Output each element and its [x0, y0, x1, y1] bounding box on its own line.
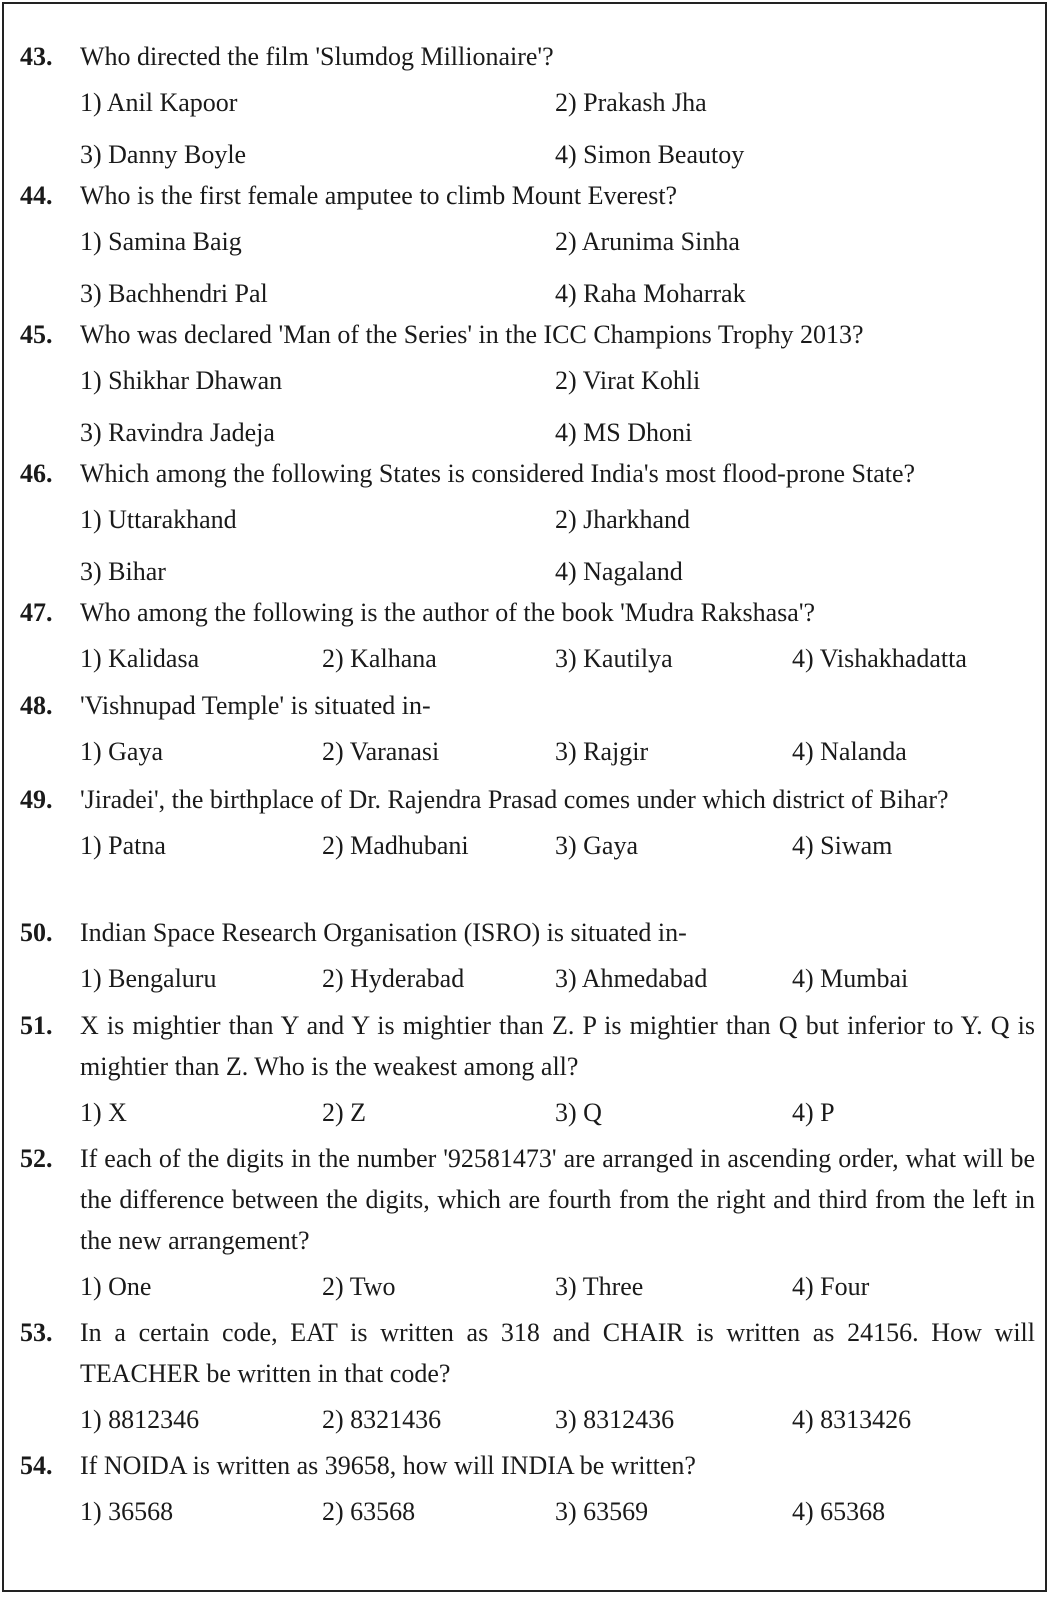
question-text: In a certain code, EAT is written as 318 and CHAIR is written as 24156. How will TEACHER be written in that code? [80, 1318, 1035, 1388]
question-text: Who among the following is the author of the book 'Mudra Rakshasa'? [80, 598, 816, 627]
question-53 [20, 1312, 1035, 1446]
option-3[interactable]: 3) Danny Boyle [80, 140, 247, 169]
question-text: 'Vishnupad Temple' is situated in- [80, 691, 431, 720]
option-4[interactable]: 4) Siwam [792, 831, 893, 860]
option-4[interactable]: 4) P [792, 1098, 835, 1127]
question-number: 52. [20, 1144, 53, 1173]
question-52 [20, 1138, 1035, 1313]
question-48 [20, 685, 1035, 778]
question-45 [20, 314, 1035, 459]
question-number: 45. [20, 320, 53, 349]
options-row [80, 825, 1035, 872]
question-text: 'Jiradei', the birthplace of Dr. Rajendra Prasad comes under which district of Bihar? [80, 785, 949, 814]
option-1[interactable]: 1) 36568 [80, 1497, 174, 1526]
question-number: 44. [20, 181, 53, 210]
option-3[interactable]: 3) Three [555, 1272, 644, 1301]
option-2[interactable]: 2) Hyderabad [322, 964, 465, 993]
option-3[interactable]: 3) Gaya [555, 831, 639, 860]
option-3[interactable]: 3) Rajgir [555, 737, 649, 766]
option-1[interactable]: 1) One [80, 1272, 152, 1301]
option-2[interactable]: 2) Kalhana [322, 644, 437, 673]
options-row [80, 1491, 1035, 1538]
option-2[interactable]: 2) Arunima Sinha [555, 227, 740, 256]
option-1[interactable]: 1) Bengaluru [80, 964, 217, 993]
question-44 [20, 175, 1035, 320]
option-1[interactable]: 1) Kalidasa [80, 644, 200, 673]
option-2[interactable]: 2) Virat Kohli [555, 366, 701, 395]
question-number: 48. [20, 691, 53, 720]
question-number: 43. [20, 42, 53, 71]
question-number: 46. [20, 459, 53, 488]
options-row [80, 1092, 1035, 1139]
question-number: 53. [20, 1318, 53, 1347]
option-4[interactable]: 4) MS Dhoni [555, 418, 693, 447]
options-row [80, 731, 1035, 778]
option-4[interactable]: 4) Four [792, 1272, 870, 1301]
option-3[interactable]: 3) Ahmedabad [555, 964, 708, 993]
option-4[interactable]: 4) Raha Moharrak [555, 279, 746, 308]
option-4[interactable]: 4) Nalanda [792, 737, 907, 766]
question-51 [20, 1005, 1035, 1139]
option-2[interactable]: 2) Madhubani [322, 831, 469, 860]
question-text: If NOIDA is written as 39658, how will INDIA be written? [80, 1451, 696, 1480]
question-number: 47. [20, 598, 53, 627]
option-3[interactable]: 3) Kautilya [555, 644, 673, 673]
question-54 [20, 1445, 1035, 1538]
option-4[interactable]: 4) 8313426 [792, 1405, 912, 1434]
question-43 [20, 36, 1035, 181]
options-row [80, 638, 1035, 685]
question-46 [20, 453, 1035, 598]
question-text: Who was declared 'Man of the Series' in the ICC Champions Trophy 2013? [80, 320, 864, 349]
question-47 [20, 592, 1035, 685]
options-row [80, 1266, 1035, 1313]
options-row [80, 273, 1035, 320]
option-3[interactable]: 3) Q [555, 1098, 602, 1127]
options-row [80, 360, 1035, 407]
question-text: Who directed the film 'Slumdog Millionaire'? [80, 42, 554, 71]
question-text: Indian Space Research Organisation (ISRO) is situated in- [80, 918, 687, 947]
question-text: Who is the first female amputee to climb Mount Everest? [80, 181, 678, 210]
options-row [80, 134, 1035, 181]
question-text: Which among the following States is considered India's most flood-prone State? [80, 459, 916, 488]
option-4[interactable]: 4) 65368 [792, 1497, 886, 1526]
option-3[interactable]: 3) Ravindra Jadeja [80, 418, 275, 447]
option-3[interactable]: 3) 63569 [555, 1497, 649, 1526]
question-text: X is mightier than Y and Y is mightier than Z. P is mightier than Q but inferior to Y. Q is mightier than Z. Who is the weakest among all? [80, 1011, 1035, 1081]
options-row [80, 82, 1035, 129]
question-number: 49. [20, 785, 53, 814]
option-2[interactable]: 2) Prakash Jha [555, 88, 707, 117]
options-row [80, 221, 1035, 268]
option-1[interactable]: 1) Uttarakhand [80, 505, 237, 534]
option-1[interactable]: 1) Shikhar Dhawan [80, 366, 283, 395]
options-row [80, 1399, 1035, 1446]
option-2[interactable]: 2) 63568 [322, 1497, 416, 1526]
option-4[interactable]: 4) Mumbai [792, 964, 909, 993]
option-3[interactable]: 3) Bihar [80, 557, 166, 586]
option-3[interactable]: 3) Bachhendri Pal [80, 279, 268, 308]
option-2[interactable]: 2) Jharkhand [555, 505, 691, 534]
option-1[interactable]: 1) Gaya [80, 737, 164, 766]
question-text: If each of the digits in the number '92581473' are arranged in ascending order, what will be the difference between the digits, which are fourth from the right and third from the left in the new arrangement? [80, 1144, 1035, 1255]
option-4[interactable]: 4) Simon Beautoy [555, 140, 745, 169]
question-number: 50. [20, 918, 53, 947]
options-row [80, 499, 1035, 546]
question-49 [20, 779, 1035, 872]
option-2[interactable]: 2) Two [322, 1272, 396, 1301]
option-1[interactable]: 1) X [80, 1098, 127, 1127]
option-1[interactable]: 1) 8812346 [80, 1405, 200, 1434]
question-number: 51. [20, 1011, 53, 1040]
options-row [80, 551, 1035, 598]
option-1[interactable]: 1) Anil Kapoor [80, 88, 238, 117]
options-row [80, 958, 1035, 1005]
option-2[interactable]: 2) 8321436 [322, 1405, 442, 1434]
option-3[interactable]: 3) 8312436 [555, 1405, 675, 1434]
option-2[interactable]: 2) Varanasi [322, 737, 440, 766]
question-number: 54. [20, 1451, 53, 1480]
option-1[interactable]: 1) Patna [80, 831, 166, 860]
option-4[interactable]: 4) Nagaland [555, 557, 683, 586]
option-4[interactable]: 4) Vishakhadatta [792, 644, 967, 673]
option-1[interactable]: 1) Samina Baig [80, 227, 242, 256]
options-row [80, 412, 1035, 459]
option-2[interactable]: 2) Z [322, 1098, 367, 1127]
question-50 [20, 912, 1035, 1005]
